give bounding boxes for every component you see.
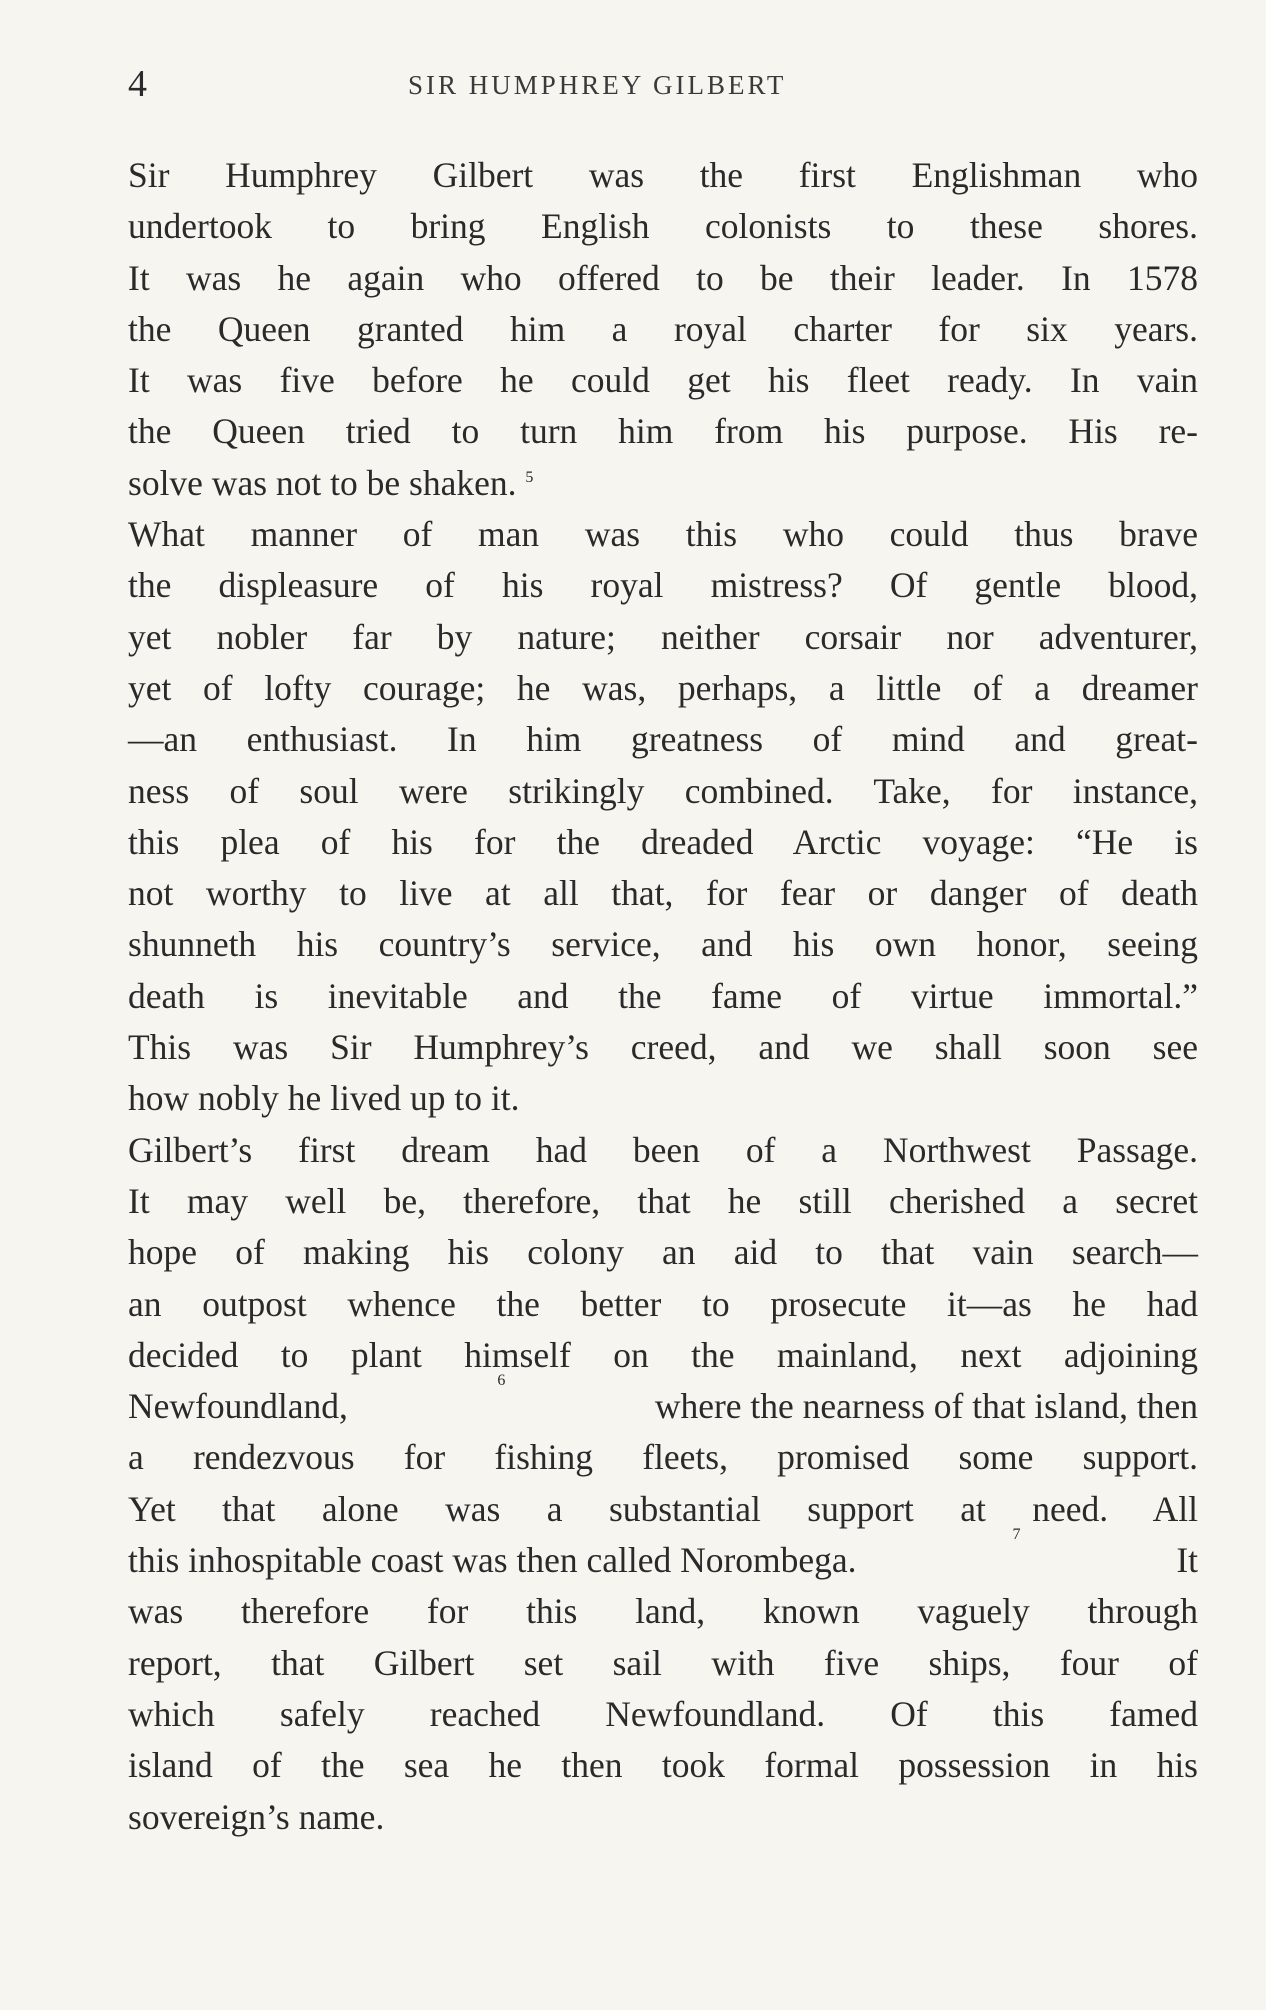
running-head: SIR HUMPHREY GILBERT [408, 70, 787, 100]
text-line-7-text: solve was not to be shaken. [128, 462, 517, 503]
text-line-30: report, that Gilbert set sail with five ships, four of [128, 1642, 1198, 1683]
text-line-18: This was Sir Humphrey’s creed, and we shall soon see [128, 1027, 1198, 1068]
text-line-20: Gilbert’s first dream had been of a Northwest Passage. [128, 1129, 1198, 1170]
text-line-23: an outpost whence the better to prosecute it—as he had [128, 1283, 1198, 1324]
footnote-ref-7: 7 [1012, 1526, 1021, 1544]
text-line-25-rest: where the nearness of that island, then [654, 1386, 1198, 1427]
text-line-6: the Queen tried to turn him from his purpose. His re- [128, 411, 1198, 452]
text-line-28-rest: It [1176, 1540, 1198, 1581]
text-line-25-start: Newfoundland, [128, 1386, 348, 1427]
text-line-14: this plea of his for the dreaded Arctic voyage: “He is [128, 821, 1198, 862]
text-line-25 [128, 1372, 1198, 1432]
text-line-9: the displeasure of his royal mistress? Of gentle blood, [128, 565, 1198, 606]
text-line-15: not worthy to live at all that, for fear or danger of death [128, 873, 1198, 914]
text-line-31: which safely reached Newfoundland. Of this famed [128, 1693, 1198, 1734]
text-line-17: death is inevitable and the fame of virtue immortal.” [128, 975, 1198, 1016]
text-line-16: shunneth his country’s service, and his own honor, seeing [128, 924, 1198, 965]
text-line-11: yet of lofty courage; he was, perhaps, a little of a dreamer [128, 667, 1198, 708]
text-line-26: a rendezvous for fishing fleets, promised some support. [128, 1437, 1198, 1478]
footnote-ref-5: 5 [525, 468, 534, 486]
text-line-32: island of the sea he then took formal possession in his [128, 1745, 1198, 1786]
text-line-2: undertook to bring English colonists to these shores. [128, 206, 1198, 247]
text-line-10: yet nobler far by nature; neither corsair nor adventurer, [128, 616, 1198, 657]
body-text [128, 150, 1198, 1843]
page-header [128, 62, 1198, 112]
text-line-21: It may well be, therefore, that he still cherished a secret [128, 1180, 1198, 1221]
text-line-28 [128, 1526, 1198, 1586]
footnote-ref-6: 6 [497, 1372, 506, 1390]
text-line-3: It was he again who offered to be their leader. In 1578 [128, 257, 1198, 298]
text-line-29: was therefore for this land, known vaguely through [128, 1591, 1198, 1632]
text-line-33: sovereign’s name. [128, 1796, 385, 1837]
text-line-13: ness of soul were strikingly combined. Take, for instance, [128, 770, 1198, 811]
text-line-5: It was five before he could get his fleet ready. In vain [128, 360, 1198, 401]
text-line-8: What manner of man was this who could thus brave [128, 514, 1198, 555]
text-line-24: decided to plant himself on the mainland, next adjoining [128, 1334, 1198, 1375]
text-line-12: —an enthusiast. In him greatness of mind and great- [128, 719, 1198, 760]
text-line-27: Yet that alone was a substantial support at need. All [128, 1488, 1198, 1529]
text-line-1: Sir Humphrey Gilbert was the first Englishman who [128, 155, 1198, 195]
text-line-19: how nobly he lived up to it. [128, 1078, 520, 1119]
text-line-22: hope of making his colony an aid to that vain search— [128, 1232, 1198, 1273]
page-number: 4 [128, 63, 148, 105]
text-line-28-start: this inhospitable coast was then called Norombega. [128, 1540, 857, 1581]
text-line-4: the Queen granted him a royal charter for six years. [128, 308, 1198, 349]
text-line-7 [128, 458, 1198, 509]
